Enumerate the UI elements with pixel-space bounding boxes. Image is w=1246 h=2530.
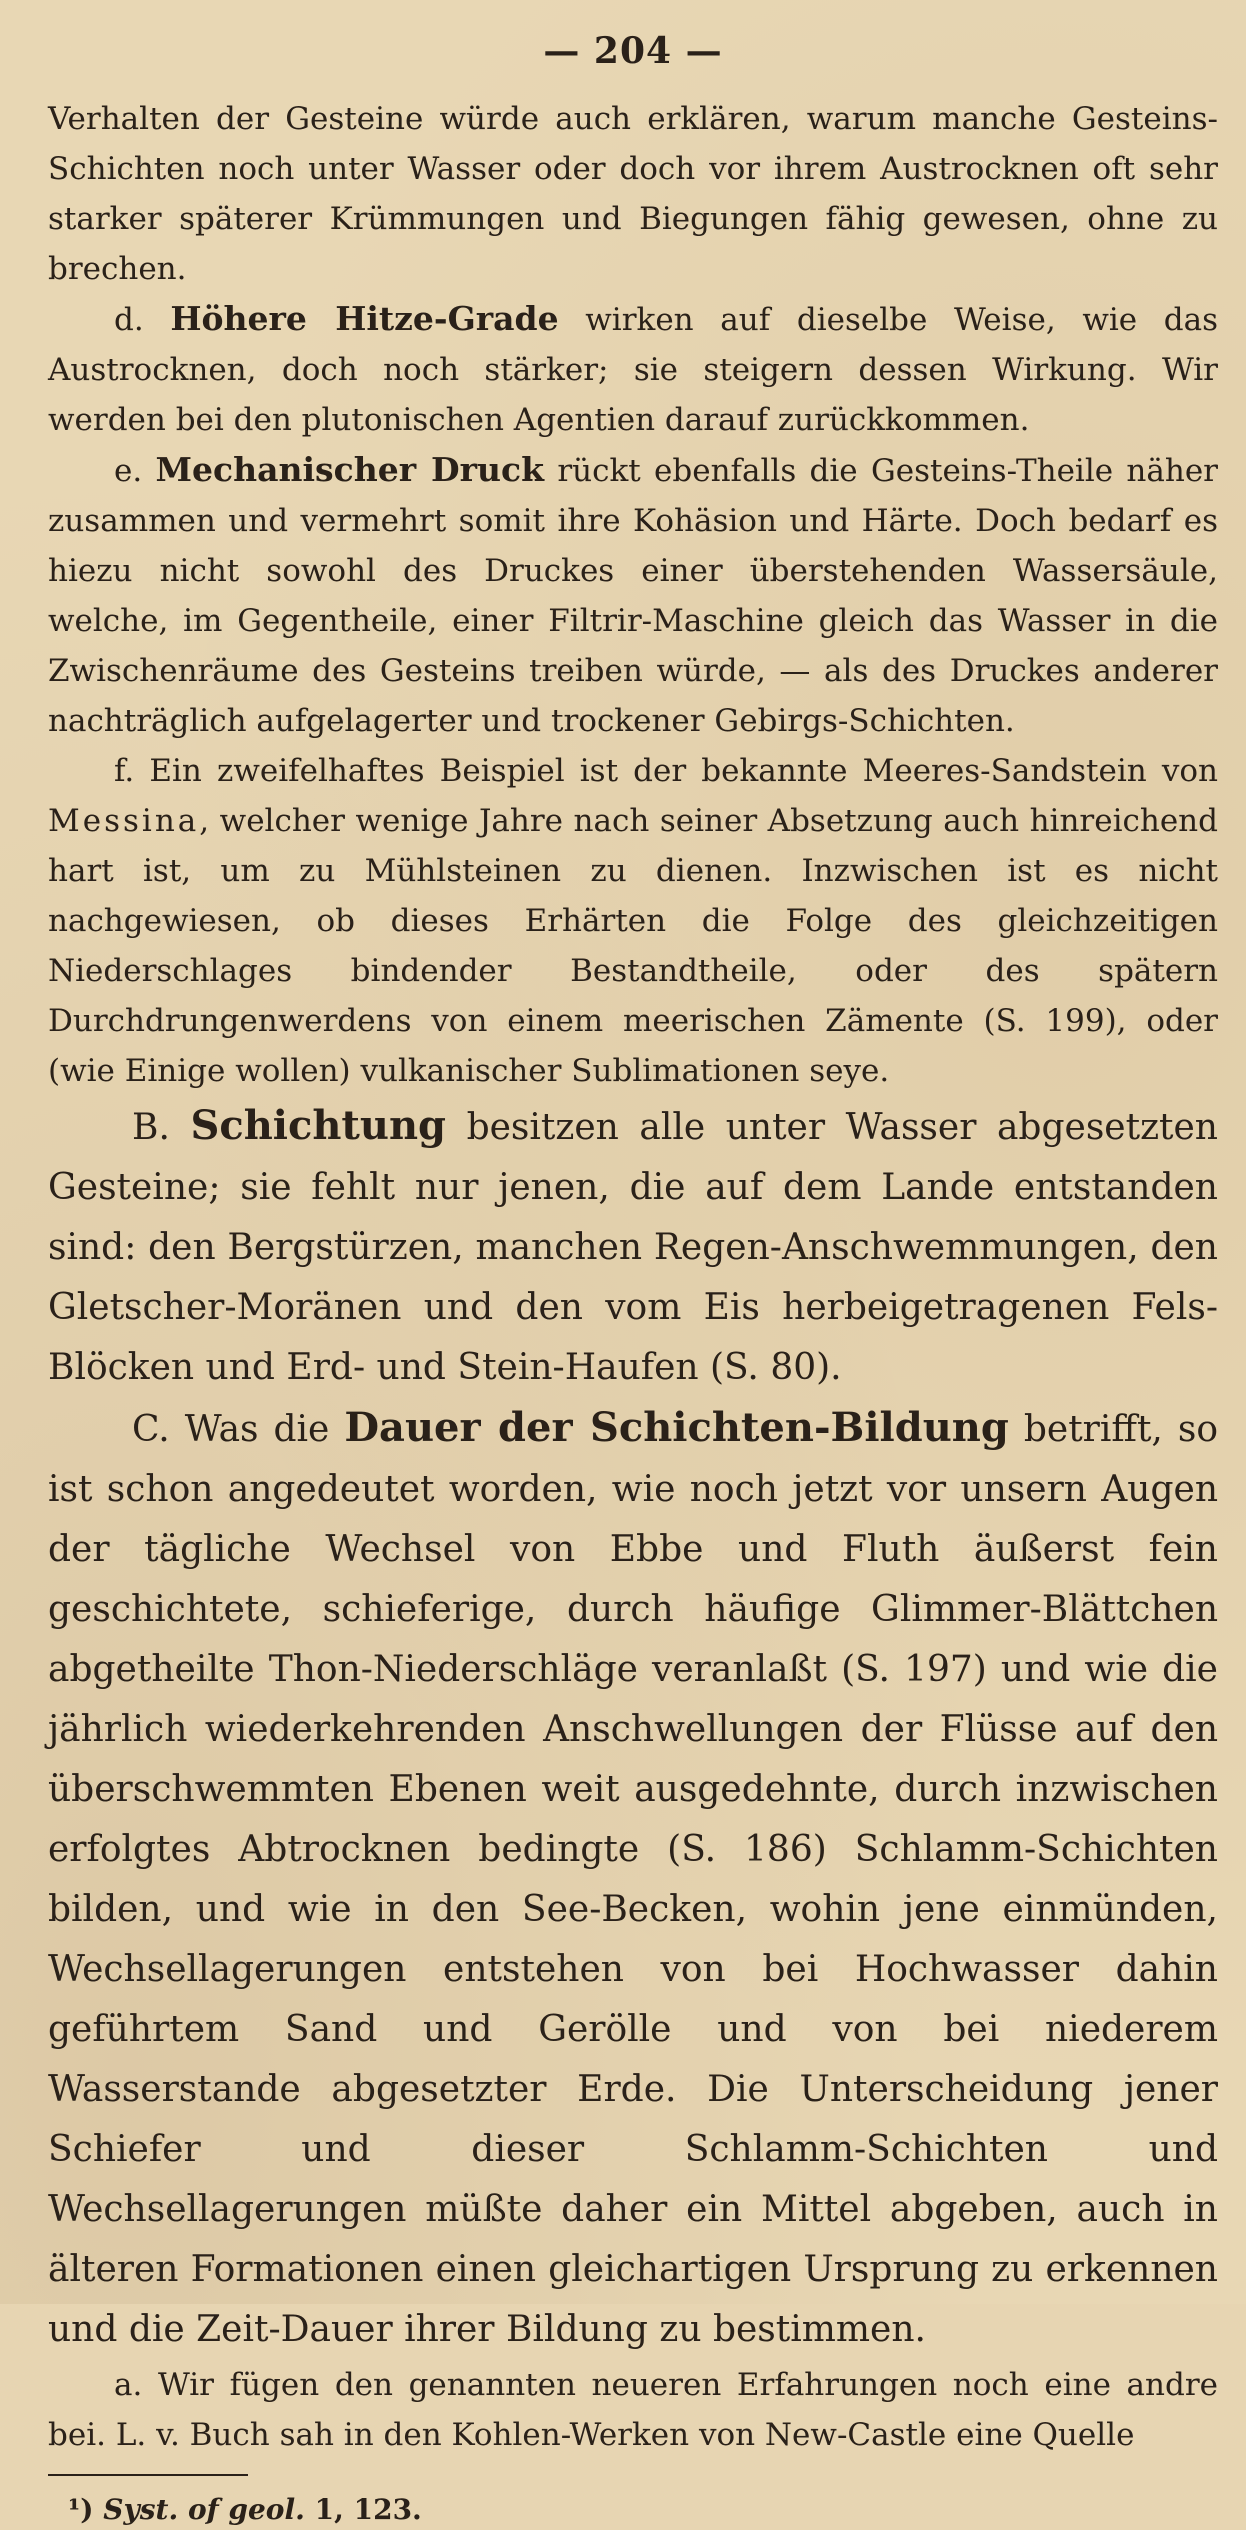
paragraph-f <box>48 746 1218 1096</box>
paragraph-a-text: Wir fügen den genannten neueren Erfahrungen noch eine andre bei. L. v. Buch sah in den Kohlen-Werken von New-Castle eine Quelle <box>48 2367 1218 2453</box>
paragraph-C-text-2: betrifft, so ist schon angedeutet worden, wie noch jetzt vor unsern Augen der tägliche Wechsel von Ebbe und Fluth äußerst fein geschichtete, schieferige, durch häufige Glimmer-Blättchen abgetheilte Thon-Niederschläge veranlaßt (S. 197) und wie die jährlich wiederkehrenden Anschwellungen der Flüsse auf den überschwemmten Ebenen weit ausgedehnte, durch inzwischen erfolgtes Abtrocknen bedingte (S. 186) Schlamm-Schichten bilden, und wie in den See-Becken, wohin jene einmünden, Wechsellagerungen entstehen von bei Hochwasser dahin geführtem Sand und Gerölle und von bei niederem Wasserstande abgesetzter Erde. Die Unterscheidung jener Schiefer und dieser Schlamm-Schichten und Wechsellagerungen müßte daher ein Mittel abgeben, auch in älteren Formationen einen gleichartigen Ursprung zu erkennen und die Zeit-Dauer ihrer Bildung zu bestimmen. <box>48 1409 1219 2350</box>
footnote-source: Syst. of geol. <box>103 2493 305 2526</box>
emphasis-schichtung: Schichtung <box>190 1102 447 1149</box>
page-number: — 204 — <box>543 30 723 72</box>
section-marker-C: C. <box>132 1409 170 1450</box>
emphasis-dauer-schichten-bildung: Dauer der Schichten-Bildung <box>344 1404 1009 1451</box>
paragraph-f-text-2: , welcher wenige Jahre nach seiner Absetzung auch hinreichend hart ist, um zu Mühlsteinen zu dienen. Inzwischen ist es nicht nachgewiesen, ob dieses Erhärten die Folge des gleichzeitigen Niederschlages bindender Bestandtheile, oder des spätern Durchdrungenwerdens von einem meerischen Zämente (S. 199), oder (wie Einige wollen) vulkanischer Sublimationen seye. <box>48 803 1218 1089</box>
body-text <box>48 94 1218 2460</box>
section-marker-B: B. <box>132 1107 170 1148</box>
paragraph-a <box>48 2360 1218 2460</box>
paragraph-d <box>48 294 1218 445</box>
item-marker-f: f. <box>114 753 135 789</box>
paragraph-continuation: Verhalten der Gesteine würde auch erklären, warum manche Gesteins-Schichten noch unter Wasser oder doch vor ihrem Austrocknen oft sehr starker späterer Krümmungen und Biegungen fähig gewesen, ohne zu brechen. <box>48 101 1218 287</box>
spaced-messina: Messina <box>48 803 200 839</box>
paragraph-d-text: wirken auf dieselbe Weise, wie das Austrocknen, doch noch stärker; sie steigern dessen Wirkung. Wir werden bei den plutonischen Agentien darauf zurückkommen. <box>48 302 1218 438</box>
emphasis-mechanischer-druck: Mechanischer Druck <box>155 450 545 489</box>
paragraph-e <box>48 445 1218 746</box>
paragraph-B <box>48 1096 1218 1398</box>
item-marker-e: e. <box>114 453 143 489</box>
footnote-divider <box>48 2474 248 2476</box>
emphasis-hitze-grade: Höhere Hitze-Grade <box>170 299 559 338</box>
paragraph-e-text: rückt ebenfalls die Gesteins-Theile näher zusammen und vermehrt somit ihre Kohäsion und Härte. Doch bedarf es hiezu nicht sowohl des Druckes einer überstehenden Wassersäule, welche, im Gegentheile, einer Filtrir-Maschine gleich das Wasser in die Zwischenräume des Gesteins treiben würde, — als des Druckes anderer nachträglich aufgelagerter und trockener Gebirgs-Schichten. <box>48 453 1219 739</box>
footnote <box>48 2490 1218 2530</box>
item-marker-d: d. <box>114 302 144 338</box>
paragraph-f-text-1: Ein zweifelhaftes Beispiel ist der bekannte Meeres-Sandstein von <box>134 753 1218 789</box>
item-marker-a: a. <box>114 2367 143 2403</box>
footnote-ref: 1, 123. <box>304 2493 422 2526</box>
paragraph-C-text-1: Was die <box>169 1409 345 1450</box>
footnote-marker: ¹) <box>68 2493 94 2526</box>
paragraph-B-text: besitzen alle unter Wasser abgesetzten Gesteine; sie fehlt nur jenen, die auf dem Lande entstanden sind: den Bergstürzen, manchen Regen-Anschwemmungen, den Gletscher-Moränen und den vom Eis herbeigetragenen Fels-Blöcken und Erd- und Stein-Haufen (S. 80). <box>48 1107 1218 1388</box>
paragraph-C <box>48 1398 1218 2360</box>
